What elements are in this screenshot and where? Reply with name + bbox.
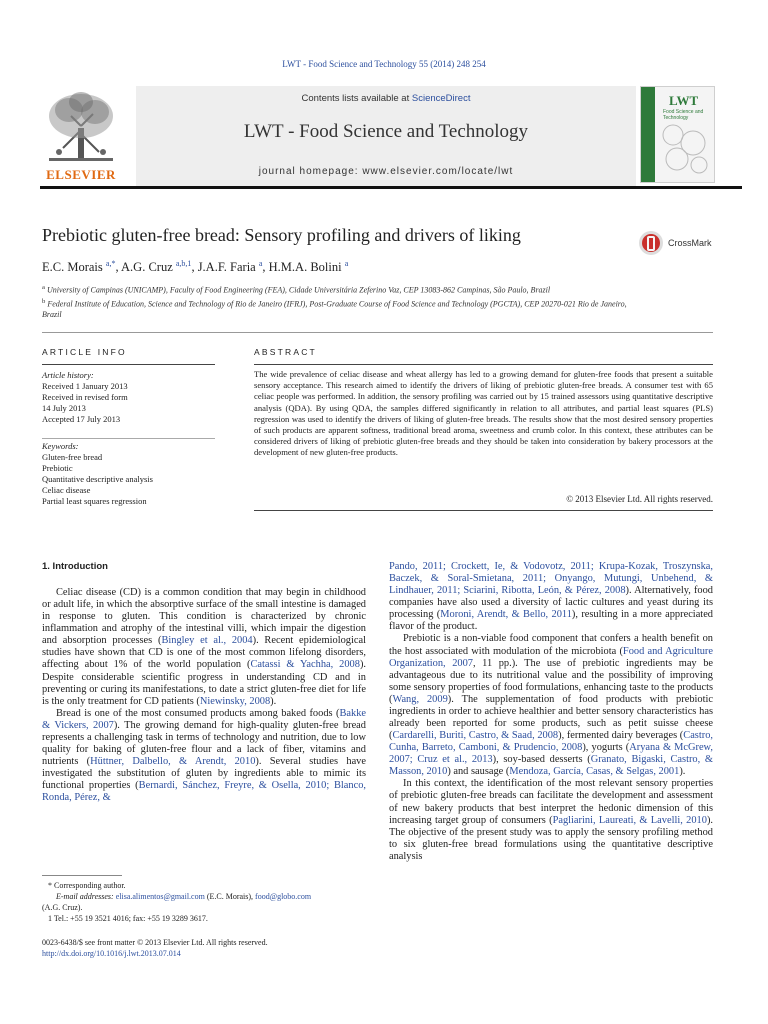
body-text: ). The supplementation of food products with prebiotic ingredients in order to achieve healthier and better sensory characteristics has already been reported for some products, such as petit suisse cheese ( [389, 693, 713, 742]
affiliation-mark: a [42, 284, 45, 291]
paragraph [389, 778, 713, 863]
keyword-item: Quantitative descriptive analysis [42, 474, 153, 484]
body-text: ). Alternatively, food companies have also used a diversity of lactic cultures and yeast during its processing ( [389, 585, 714, 621]
email-owner-2: (A.G. Cruz). [42, 903, 83, 912]
tel-fax-note: 1 Tel.: +55 19 3521 4016; fax: +55 19 3289 3617. [48, 914, 208, 923]
affiliation-item [42, 296, 632, 321]
body-text: Bread is one of the most consumed products among baked foods ( [56, 707, 340, 719]
paragraph [42, 708, 366, 805]
body-text: ) and sausage ( [447, 766, 510, 778]
crossmark-badge[interactable] [638, 230, 718, 256]
body-text: ). Several studies have investigated the substitution of gluten by ingredients able to mimic its functional properties ( [42, 756, 366, 792]
citation-link[interactable]: Bingley et al., 2004 [161, 635, 253, 647]
history-label: Article history: [42, 370, 94, 380]
author-affiliation-mark[interactable]: a,* [105, 259, 116, 268]
affiliation-text: University of Campinas (UNICAMP), Faculty of Food Engineering (FEA), Cidade Universitária Zeferino Vaz, CEP 13083-862 Campinas, São Paulo, Brazil [44, 285, 551, 295]
citation-link[interactable]: Mendoza, García, Casas, & Selgas, 2001 [509, 766, 680, 778]
author-affiliation-mark[interactable]: a,b,1 [175, 259, 192, 268]
journal-title: LWT - Food Science and Technology [243, 121, 529, 142]
keywords-label: Keywords: [42, 441, 79, 451]
keyword-item: Partial least squares regression [42, 496, 147, 506]
article-info-heading: ARTICLE INFO [42, 347, 127, 357]
sciencedirect-link[interactable]: ScienceDirect [411, 93, 471, 104]
journal-citation: LWT - Food Science and Technology 55 (2014) 248 254 [282, 59, 486, 69]
affil-rule [42, 332, 713, 333]
body-text: ), yogurts ( [582, 742, 630, 754]
citation-link[interactable]: Cardarelli, Buriti, Castro, & Saad, 2008 [392, 730, 559, 742]
info-rule [42, 364, 215, 365]
body-text: ). [679, 766, 686, 778]
affiliations [42, 282, 632, 320]
body-text: , 11 pp.). The use of prebiotic ingredients may be advantageous due to its nutritional value and the possibility of improving some sensory properties of food formulations, enhancing taste to the products ( [389, 657, 714, 705]
keyword-item: Gluten-free bread [42, 452, 103, 462]
email-owner-1: (E.C. Morais), [204, 892, 256, 901]
citation-link[interactable]: Bernardi, Sánchez, Freyre, & Osella, 2010; Blanco, Ronda, Pérez, & [42, 780, 366, 804]
author-name: H.M.A. Bolini [268, 260, 342, 275]
cover-subtitle: Food Science and Technology [663, 109, 704, 121]
body-text: ), fermented dairy beverages ( [558, 730, 684, 742]
citation-link[interactable]: Moroni, Arendt, & Bello, 2011 [440, 609, 572, 621]
author-affiliation-mark[interactable]: a [344, 259, 349, 268]
front-matter [42, 937, 442, 959]
body-text: ), resulting in a more appreciated flavor of the product. [389, 609, 714, 633]
body-text: ). The objective of the present study was to apply the sensory profiling method to six gluten-free bread formulations using the quantitative descriptive analysis [389, 814, 713, 862]
email-label: E-mail addresses: [56, 892, 114, 901]
body-right-column [389, 561, 713, 863]
body-left-column [42, 587, 366, 804]
body-text: ). Despite considerable scientific progress in understanding CD and in preventing or curing its manifestations, to date a strict gluten-free diet for life is the only treatment for CD patients ( [42, 659, 366, 707]
author-name: J.A.F. Faria [197, 260, 256, 275]
cover-band [641, 87, 655, 182]
body-text: In this context, the identification of the most relevant sensory properties of prebiotic gluten-free breads can facilitate the development and assessment of new bakery products that best interpret the hedonic dimension of this increasing target group of consumers ( [389, 778, 713, 826]
history-item: Received 1 January 2013 [42, 381, 128, 391]
issn-line: 0023-6438/$ see front matter © 2013 Elsevier Ltd. All rights reserved. [42, 938, 268, 947]
article-title: Prebiotic gluten-free bread: Sensory profiling and drivers of liking [42, 225, 521, 245]
crossmark-icon [638, 230, 664, 256]
citation-link[interactable]: Aryana & McGrew, 2007; Cruz et al., 2013 [389, 742, 713, 766]
email-link-1[interactable]: elisa.alimentos@gmail.com [115, 892, 205, 901]
footnotes [42, 880, 366, 924]
author-list: E.C. Morais $^{a,*}$, A.G. Cruz $^{a,b,1}$, J.A.F. Faria $^a$, H.M.A. Bolini $^a$ [42, 259, 349, 275]
citation-link[interactable]: Wang, 2009 [392, 693, 448, 705]
keyword-item: Celiac disease [42, 485, 91, 495]
contents-prefix: Contents lists available at [301, 93, 412, 104]
body-text: Celiac disease (CD) is a common condition that may begin in childhood or adult life, in which the absorptive surface of the small intestine is damaged in response to gluten. This condition is characterized by chronic inflammation and atrophy of the intestinal villi, which impair the digestion and absorption processes ( [42, 587, 366, 647]
author-name: E.C. Morais [42, 260, 103, 275]
crossmark-label: CrossMark [668, 238, 712, 248]
affiliation-mark: b [42, 297, 46, 305]
citation-link[interactable]: Bakke & Vickers, 2007 [42, 707, 366, 731]
body-text: ). Recent epidemiological studies have shown that CD is one of the most common lifelong disorders, affecting about 1% of the world population ( [42, 635, 366, 671]
affiliation-text: Federal Institute of Education, Science and Technology of Rio de Janeiro (IFRJ), Post-Graduate Course of Food Science and Technology (PGCTA), CEP 20270-021 Rio de Janeiro, Brazil [42, 299, 627, 320]
header-rule [40, 186, 742, 189]
journal-cover-image [640, 86, 715, 183]
paragraph [389, 633, 713, 778]
abstract-bottom-rule [254, 510, 713, 511]
author-affiliation-mark[interactable]: a [258, 259, 263, 268]
paragraph [42, 587, 366, 708]
citation-link[interactable]: Castro, Cunha, Barreto, Camboni, & Prudencio, 2008 [389, 730, 713, 754]
author-name: A.G. Cruz [121, 260, 173, 275]
keywords [42, 441, 212, 507]
email-link-2[interactable]: food@globo.com [255, 892, 312, 901]
affiliation-item [42, 282, 632, 296]
citation-link[interactable]: Pando, 2011; Crockett, Ie, & Vodovotz, 2011; Krupa-Kozak, Troszynska, Baczek, & Soral-Smietana, 2011; Onyango, Mutungi, Unbehend, & Lindhauer, 2011; Sciarini, Ribotta, León, & Pérez, 2008 [389, 561, 713, 597]
citation-link[interactable]: Food and Agriculture Organization, 2007 [389, 645, 714, 669]
journal-homepage[interactable]: journal homepage: www.elsevier.com/locate/lwt [258, 166, 514, 177]
body-text: ), soy-based desserts ( [492, 754, 591, 766]
paragraph [389, 561, 713, 633]
history-item: Received in revised form [42, 392, 128, 402]
body-text: Prebiotic is a non-viable food component that confers a health benefit on the host associated with modulation of the microbiota ( [389, 633, 713, 657]
abstract-rule [254, 364, 713, 365]
citation-link[interactable]: Hüttner, Dalbello, & Arendt, 2010 [90, 756, 256, 768]
article-history [42, 370, 212, 425]
abstract-text: The wide prevalence of celiac disease and wheat allergy has led to a growing demand for gluten-free foods that present a suitable sensory acceptance. This research aimed to identify the drivers of liking of prebiotic gluten-free breads. A consumer test with 65 celiac people was performed. In addition, the sensory profiling was carried out by 15 trained assessors using quantitative descriptive analysis (QDA). By using QDA, the samples differed significantly in relation to all attributes, and partial least squares (PLS) regression was used to identify the drivers of liking of gluten-free breads. The results show that the most desired sensory properties of such products are apparent softness, traditional bread aroma, sweetness and crumb color. In this context, these attributes can be considered drivers of liking of prebiotic gluten-free breads and they should be taken into consideration by bakery processors at the development of new gluten-free products. [254, 369, 713, 458]
body-text: ). [270, 695, 277, 707]
abstract-copyright: © 2013 Elsevier Ltd. All rights reserved. [566, 494, 713, 504]
elsevier-wordmark: ELSEVIER [46, 167, 116, 182]
citation-link[interactable]: Granato, Bigaski, Castro, & Masson, 2010 [389, 754, 713, 778]
doi-link[interactable]: http://dx.doi.org/10.1016/j.lwt.2013.07.014 [42, 949, 181, 958]
abstract-heading: ABSTRACT [254, 347, 317, 357]
cover-title: LWT [669, 93, 699, 108]
elsevier-tree-logo [41, 86, 121, 166]
citation-link[interactable]: Niewinsky, 2008 [199, 695, 271, 707]
citation-link[interactable]: Catassi & Yachha, 2008 [250, 659, 360, 671]
history-item: Accepted 17 July 2013 [42, 414, 121, 424]
keywords-rule [42, 438, 215, 439]
history-item: 14 July 2013 [42, 403, 86, 413]
section-heading-introduction: 1. Introduction [42, 561, 108, 572]
corresponding-author-note: * Corresponding author. [48, 881, 126, 890]
contents-line [136, 93, 636, 104]
keyword-item: Prebiotic [42, 463, 73, 473]
body-text: ). The growing demand for high-quality gluten-free bread represents a challenging task in terms of technology and nutrition, due to low quality for baking of gluten-free flour and a lack of fiber, vitamins and nutrients ( [42, 719, 366, 768]
footnote-rule [42, 875, 122, 876]
citation-link[interactable]: Pagliarini, Laureati, & Lavelli, 2010 [552, 814, 707, 826]
